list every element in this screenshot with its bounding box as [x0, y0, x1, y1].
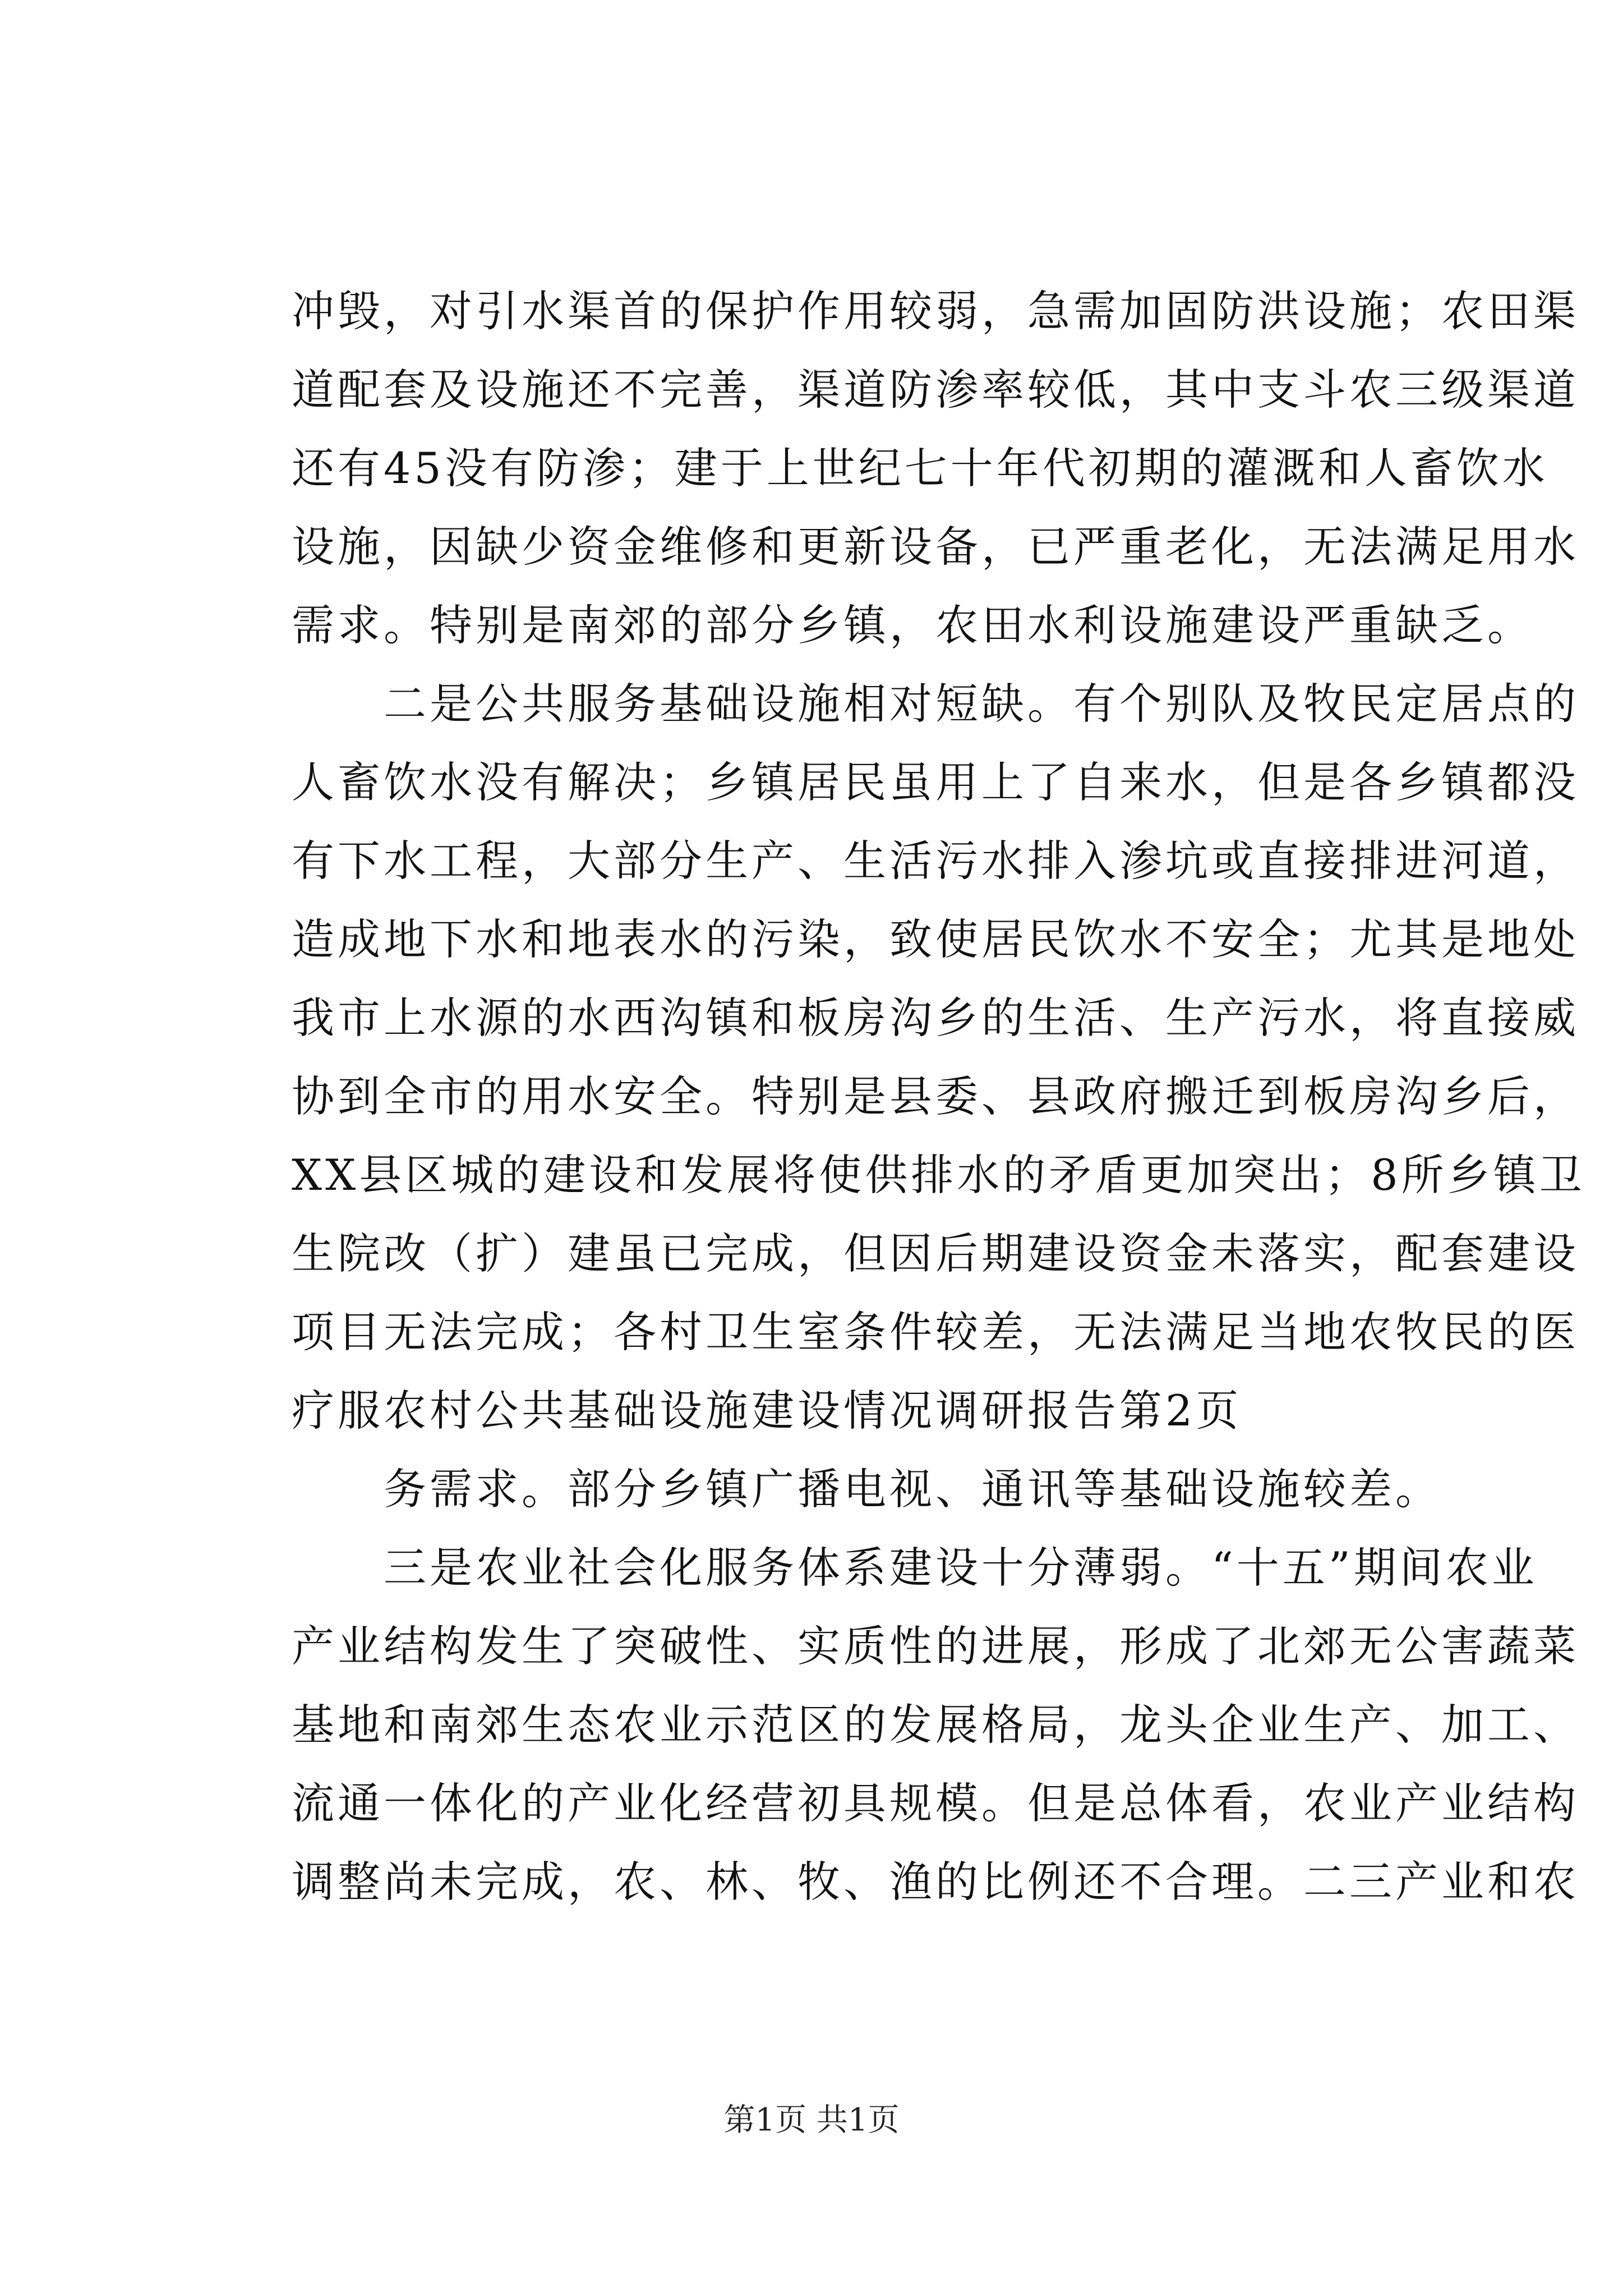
text-line: 设施，因缺少资金维修和更新设备，已严重老化，无法满足用水 [292, 522, 1579, 572]
text-line: 还有45没有防渗；建于上世纪七十年代初期的灌溉和人畜饮水 [292, 443, 1548, 493]
text-line: 道配套及设施还不完善，渠道防渗率较低，其中支斗农三级渠道 [292, 365, 1579, 415]
text-line: 疗服农村公共基础设施建设情况调研报告第2页 [292, 1386, 1242, 1435]
text-line: 冲毁，对引水渠首的保护作用较弱，急需加固防洪设施；农田渠 [292, 286, 1579, 336]
text-line: 造成地下水和地表水的污染，致使居民饮水不安全；尤其是地处 [292, 914, 1579, 964]
text-line: 产业结构发生了突破性、实质性的进展，形成了北郊无公害蔬菜 [292, 1621, 1579, 1671]
text-line: 流通一体化的产业化经营初具规模。但是总体看，农业产业结构 [292, 1778, 1579, 1828]
text-line: 我市上水源的水西沟镇和板房沟乡的生活、生产污水，将直接威 [292, 993, 1579, 1043]
text-line: 项目无法完成；各村卫生室条件较差，无法满足当地农牧民的医 [292, 1307, 1579, 1357]
text-line: 二是公共服务基础设施相对短缺。有个别队及牧民定居点的 [292, 679, 1579, 729]
text-line: 三是农业社会化服务体系建设十分薄弱。“十五”期间农业 [292, 1543, 1538, 1593]
text-line: XX县区城的建设和发展将使供排水的矛盾更加突出；8所乡镇卫 [292, 1150, 1585, 1200]
text-line: 协到全市的用水安全。特别是县委、县政府搬迁到板房沟乡后， [292, 1071, 1579, 1121]
text-line: 需求。特别是南郊的部分乡镇，农田水利设施建设严重缺乏。 [292, 600, 1533, 650]
text-line: 基地和南郊生态农业示范区的发展格局，龙头企业生产、加工、 [292, 1700, 1579, 1750]
text-line: 有下水工程，大部分生产、生活污水排入渗坑或直接排进河道， [292, 836, 1579, 886]
page-footer: 第1页 共1页 [723, 2102, 900, 2138]
text-line: 务需求。部分乡镇广播电视、通讯等基础设施较差。 [292, 1464, 1441, 1514]
text-line: 人畜饮水没有解决；乡镇居民虽用上了自来水，但是各乡镇都没 [292, 757, 1579, 807]
text-line: 生院改（扩）建虽已完成，但因后期建设资金未落实，配套建设 [292, 1228, 1579, 1278]
text-line: 调整尚未完成，农、林、牧、渔的比例还不合理。二三产业和农 [292, 1857, 1579, 1907]
